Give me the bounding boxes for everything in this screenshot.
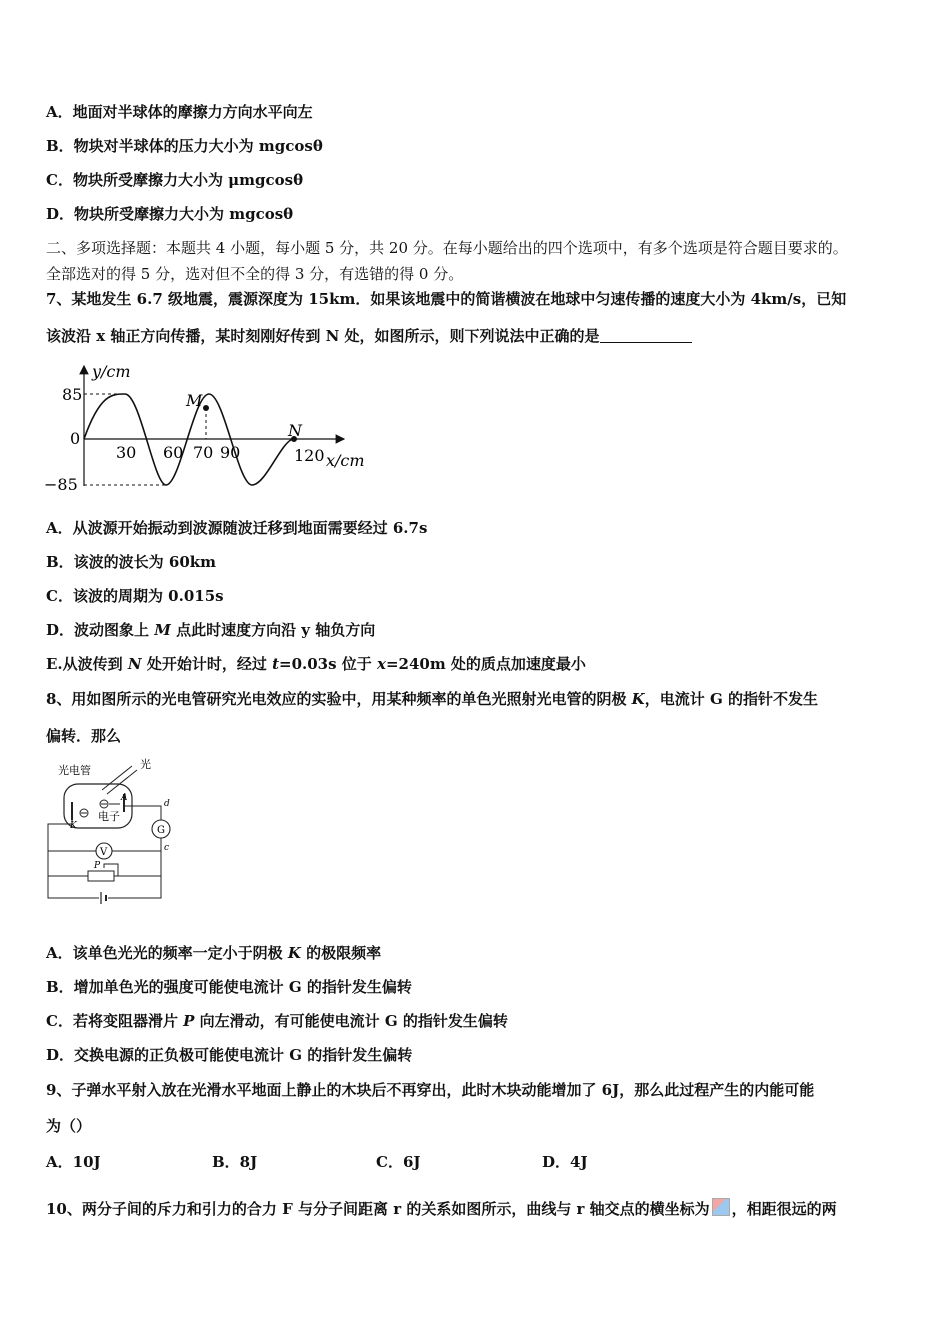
photoelectric-circuit bbox=[44, 756, 184, 906]
q8-option-d: D．交换电源的正负极可能使电流计 G 的指针发生偏转 bbox=[46, 1046, 413, 1064]
answer-blank bbox=[600, 328, 692, 343]
q8-k: K bbox=[631, 690, 645, 708]
q7-option-d bbox=[46, 620, 375, 640]
galvanometer-label: G bbox=[157, 825, 165, 836]
wire-top-right bbox=[124, 806, 161, 820]
q7-option-c: C．该波的周期为 0.015s bbox=[46, 587, 224, 605]
q8-a-k: K bbox=[287, 944, 301, 962]
q7-d-post: 点此时速度方向沿 y 轴负方向 bbox=[170, 621, 376, 639]
x-tick-70: 70 bbox=[193, 443, 214, 462]
q6-option-a: A．地面对半球体的摩擦力方向水平向左 bbox=[46, 103, 313, 121]
q8-option-b: B．增加单色光的强度可能使电流计 G 的指针发生偏转 bbox=[46, 978, 412, 996]
x-tick-30: 30 bbox=[116, 443, 137, 462]
x-axis-label: x/cm bbox=[326, 451, 365, 470]
q8-c-p: P bbox=[183, 1012, 195, 1030]
anode-label: A bbox=[121, 793, 128, 803]
slider-label: P bbox=[94, 861, 101, 871]
node-c-label: c bbox=[164, 843, 170, 853]
broken-image-icon bbox=[712, 1198, 730, 1216]
q9-stem-line1: 9、子弹水平射入放在光滑水平地面上静止的木块后不再穿出，此时木块动能增加了 6J，那么此过程产生的内能可能 bbox=[46, 1081, 815, 1099]
q7-e-t: t bbox=[272, 655, 279, 673]
q7-stem-text: 该波沿 x 轴正方向传播，某时刻刚好传到 N 处，如图所示，则下列说法中正确的是 bbox=[46, 327, 600, 345]
electron-label: 电子 bbox=[98, 810, 120, 823]
tube-label: 光电管 bbox=[58, 764, 91, 777]
q10-stem-line1 bbox=[46, 1198, 837, 1219]
q10-pre: 10、两分子间的斥力和引力的合力 F 与分子间距离 r 的关系如图所示，曲线与 r 轴交点的横坐标为 bbox=[46, 1200, 710, 1218]
q9-option-a: A．10J bbox=[46, 1153, 101, 1171]
q7-e-mid2: =0.03s 位于 bbox=[279, 655, 377, 673]
x-tick-90: 90 bbox=[220, 443, 241, 462]
q8-stem-line2: 偏转．那么 bbox=[46, 727, 122, 745]
q7-option-e bbox=[46, 654, 586, 674]
q7-d-pre: D．波动图象上 bbox=[46, 621, 155, 639]
x-tick-60: 60 bbox=[163, 443, 184, 462]
point-m-label: M bbox=[186, 391, 203, 410]
q9-stem-line2: 为（） bbox=[46, 1117, 92, 1135]
q8-post: ，电流计 G 的指针不发生 bbox=[644, 690, 818, 708]
x-tick-120: 120 bbox=[294, 446, 325, 465]
y-axis-label: y/cm bbox=[92, 362, 131, 381]
section2-line2: 全部选对的得 5 分，选对但不全的得 3 分，有选错的得 0 分。 bbox=[46, 265, 464, 283]
wave-graph bbox=[42, 358, 382, 503]
q8-a-pre: A．该单色光光的频率一定小于阴极 bbox=[46, 944, 288, 962]
q9-option-b: B．8J bbox=[212, 1153, 258, 1171]
q8-a-post: 的极限频率 bbox=[300, 944, 382, 962]
q7-stem-line2 bbox=[46, 326, 692, 346]
q8-c-post: 向左滑动，有可能使电流计 G 的指针发生偏转 bbox=[194, 1012, 508, 1030]
q6-option-c: C．物块所受摩擦力大小为 μmgcosθ bbox=[46, 171, 304, 189]
q8-c-pre: C．若将变阻器滑片 bbox=[46, 1012, 184, 1030]
q10-post: ，相距很远的两 bbox=[731, 1200, 837, 1218]
q7-e-mid1: 处开始计时，经过 bbox=[141, 655, 273, 673]
point-n-label: N bbox=[288, 421, 302, 440]
q9-option-d: D．4J bbox=[542, 1153, 588, 1171]
node-d-label: d bbox=[164, 799, 170, 809]
q8-stem-line1 bbox=[46, 689, 818, 709]
slider-p bbox=[104, 864, 118, 876]
q7-option-b: B．该波的波长为 60km bbox=[46, 553, 217, 571]
voltmeter-label: V bbox=[100, 847, 108, 858]
q8-pre: 8、用如图所示的光电管研究光电效应的实验中，用某种频率的单色光照射光电管的阴极 bbox=[46, 690, 632, 708]
y-tick-neg85: −85 bbox=[44, 475, 78, 494]
q7-stem-line1: 7、某地发生 6.7 级地震，震源深度为 15km．如果该地震中的简谐横波在地球中匀速传播的速度大小为 4km/s，已知 bbox=[46, 290, 847, 308]
q7-d-m: M bbox=[154, 621, 171, 639]
q7-e-x: x bbox=[377, 655, 386, 673]
q7-e-post: =240m 处的质点加速度最小 bbox=[385, 655, 586, 673]
y-tick-85: 85 bbox=[62, 385, 83, 404]
cathode-label: K bbox=[70, 821, 77, 831]
section2-line1: 二、多项选择题：本题共 4 小题，每小题 5 分，共 20 分。在每小题给出的四个选项中，有多个选项是符合题目要求的。 bbox=[46, 239, 848, 257]
point-m-dot bbox=[203, 405, 209, 411]
light-label: 光 bbox=[140, 758, 151, 771]
q6-option-d: D．物块所受摩擦力大小为 mgcosθ bbox=[46, 205, 294, 223]
q6-option-b: B．物块对半球体的压力大小为 mgcosθ bbox=[46, 137, 323, 155]
y-tick-0: 0 bbox=[70, 429, 81, 448]
q8-option-a bbox=[46, 943, 381, 963]
rheostat bbox=[88, 871, 114, 881]
q8-option-c bbox=[46, 1011, 508, 1031]
q9-option-c: C．6J bbox=[376, 1153, 421, 1171]
q7-e-pre: E.从波传到 bbox=[46, 655, 128, 673]
q7-e-n: N bbox=[127, 655, 142, 673]
q7-option-a: A．从波源开始振动到波源随波迁移到地面需要经过 6.7s bbox=[46, 519, 428, 537]
